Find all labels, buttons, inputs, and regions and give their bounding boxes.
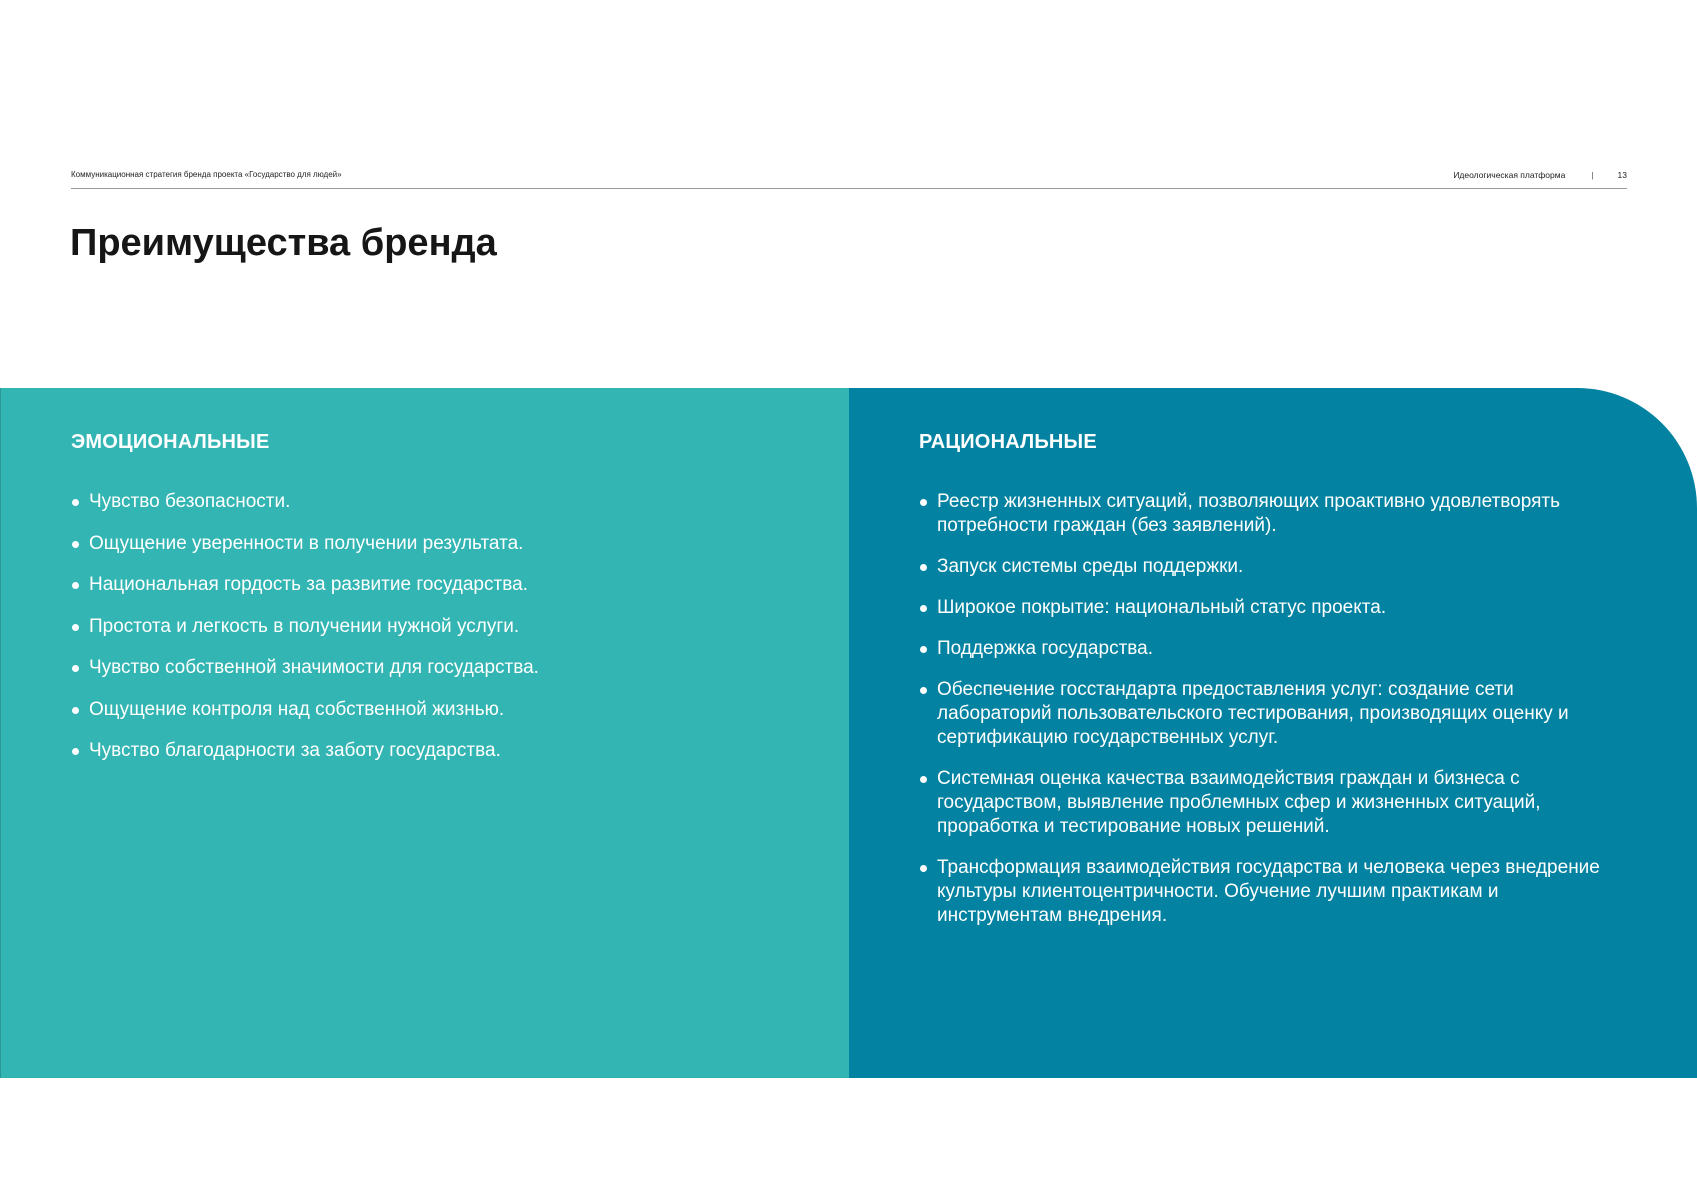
list-item [919, 678, 1619, 750]
bullet-icon [72, 499, 79, 506]
header-separator: | [1591, 170, 1594, 180]
bullet-icon [920, 865, 927, 872]
list-item-text: Широкое покрытие: национальный статус проекта. [937, 597, 1387, 618]
bullet-icon [920, 646, 927, 653]
list-item [71, 739, 791, 763]
list-item [919, 555, 1619, 579]
list-item [71, 615, 791, 639]
section-name: Идеологическая платформа [1453, 170, 1566, 180]
list-item-text: Чувство благодарности за заботу государства. [89, 740, 501, 761]
emotional-heading: ЭМОЦИОНАЛЬНЫЕ [71, 431, 270, 453]
page-title: Преимущества бренда [70, 222, 497, 264]
list-item [919, 490, 1619, 538]
list-item-text: Системная оценка качества взаимодействия граждан и бизнеса с государством, выявление проблемных сфер и жизненных ситуаций, проработка и тестирование новых решений. [937, 768, 1541, 837]
list-item [919, 856, 1619, 928]
list-item [919, 767, 1619, 839]
emotional-list [71, 490, 791, 781]
list-item-text: Трансформация взаимодействия государства и человека через внедрение культуры клиентоцентричности. Обучение лучшим практикам и инструментам внедрения. [937, 857, 1600, 926]
list-item [919, 596, 1619, 620]
bullet-icon [72, 748, 79, 755]
bullet-icon [72, 624, 79, 631]
bullet-icon [920, 605, 927, 612]
list-item [71, 698, 791, 722]
list-item [919, 637, 1619, 661]
list-item-text: Поддержка государства. [937, 638, 1153, 659]
bullet-icon [72, 707, 79, 714]
bullet-icon [920, 687, 927, 694]
list-item-text: Ощущение контроля над собственной жизнью. [89, 698, 505, 720]
list-item-text: Чувство безопасности. [89, 491, 291, 512]
bullet-icon [72, 665, 79, 672]
page-header [71, 168, 1627, 189]
list-item-text: Национальная гордость за развитие государства. [89, 574, 528, 595]
list-item-text: Запуск системы среды поддержки. [937, 556, 1244, 577]
emotional-panel [0, 388, 849, 1078]
document-title: Коммуникационная стратегия бренда проекта «Государство для людей» [71, 170, 342, 179]
bullet-icon [920, 564, 927, 571]
bullet-icon [920, 499, 927, 506]
list-item-text: Чувство собственной значимости для государства. [89, 657, 539, 678]
rational-heading: РАЦИОНАЛЬНЫЕ [919, 431, 1097, 453]
list-item-text: Реестр жизненных ситуаций, позволяющих проактивно удовлетворять потребности граждан (без заявлений). [937, 491, 1560, 536]
bullet-icon [72, 582, 79, 589]
list-item [71, 490, 791, 514]
list-item-text: Обеспечение госстандарта предоставления услуг: создание сети лабораторий пользовательского тестирования, производящих оценку и сертификацию государственных услуг. [937, 679, 1569, 748]
rational-panel [849, 388, 1697, 1078]
list-item-text: Ощущение уверенности в получении результата. [89, 532, 524, 554]
bullet-icon [920, 776, 927, 783]
page-number: 13 [1617, 170, 1627, 180]
list-item [71, 532, 791, 556]
list-item [71, 573, 791, 597]
bullet-icon [72, 541, 79, 548]
list-item-text: Простота и легкость в получении нужной услуги. [89, 615, 520, 637]
list-item [71, 656, 791, 680]
header-right [1453, 170, 1627, 180]
rational-list [919, 490, 1619, 945]
